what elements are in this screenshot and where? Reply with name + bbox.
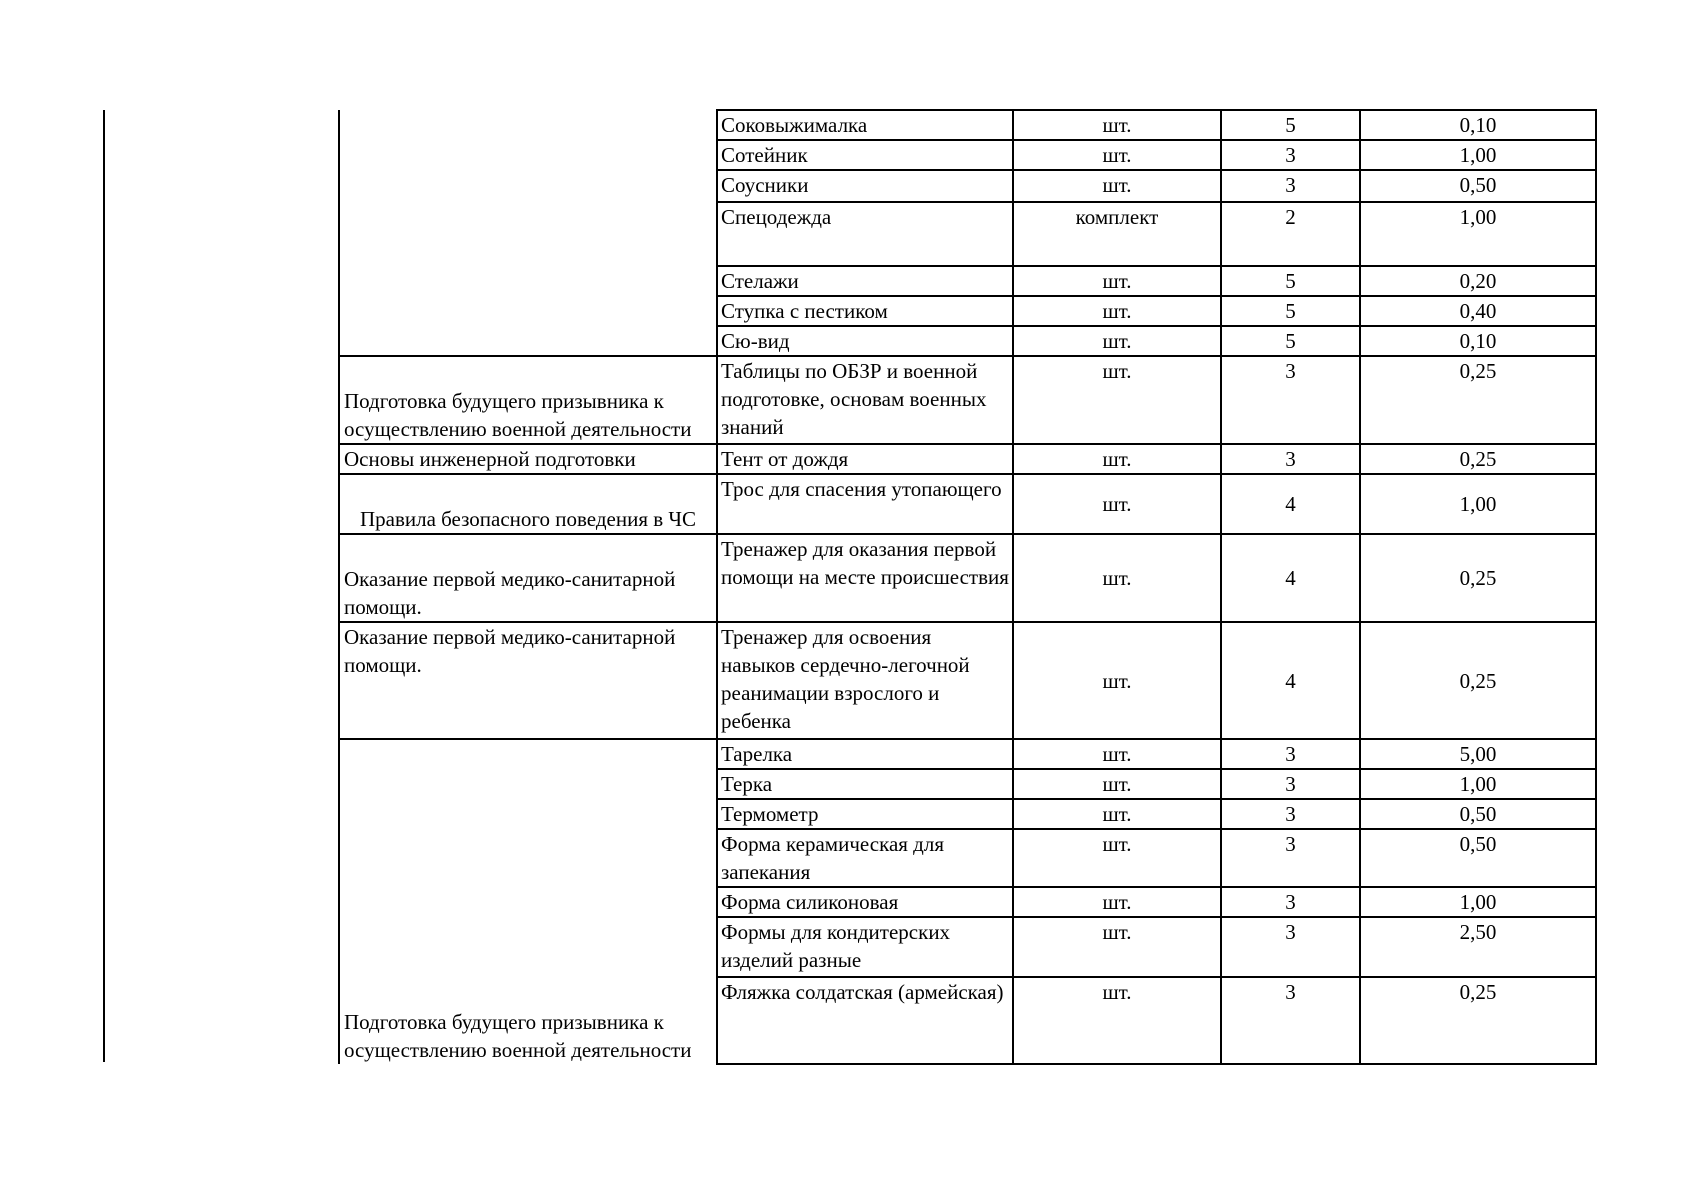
table-row <box>339 474 1596 534</box>
item-value: 0,50 <box>1360 829 1596 887</box>
item-name: Форма силиконовая <box>717 887 1013 917</box>
item-value: 0,25 <box>1360 534 1596 622</box>
item-value: 0,20 <box>1360 266 1596 296</box>
table-row <box>339 110 1596 140</box>
table-row <box>339 622 1596 739</box>
item-unit: шт. <box>1013 799 1221 829</box>
item-name: Соусники <box>717 170 1013 202</box>
item-qty: 4 <box>1221 534 1360 622</box>
table-row <box>339 534 1596 622</box>
section-cell: Правила безопасного поведения в ЧС <box>339 474 717 534</box>
item-name: Формы для кондитерских изделий разные <box>717 917 1013 977</box>
item-name: Таблицы по ОБЗР и военной подготовке, основам военных знаний <box>717 356 1013 444</box>
item-qty: 3 <box>1221 917 1360 977</box>
item-qty: 4 <box>1221 622 1360 739</box>
item-unit: шт. <box>1013 622 1221 739</box>
section-cell <box>339 110 717 356</box>
item-name: Ступка с пестиком <box>717 296 1013 326</box>
item-qty: 3 <box>1221 977 1360 1064</box>
section-cell: Подготовка будущего призывника к осуществлению военной деятельности <box>339 739 717 1064</box>
section-cell: Оказание первой медико-санитарной помощи. <box>339 534 717 622</box>
item-name: Соковыжималка <box>717 110 1013 140</box>
item-value: 0,40 <box>1360 296 1596 326</box>
item-name: Тент от дождя <box>717 444 1013 474</box>
table-row <box>339 444 1596 474</box>
item-value: 0,25 <box>1360 977 1596 1064</box>
item-value: 2,50 <box>1360 917 1596 977</box>
item-unit: шт. <box>1013 170 1221 202</box>
item-unit: шт. <box>1013 326 1221 356</box>
item-qty: 3 <box>1221 444 1360 474</box>
table-row <box>339 739 1596 769</box>
item-value: 0,25 <box>1360 622 1596 739</box>
item-unit: шт. <box>1013 296 1221 326</box>
item-unit: шт. <box>1013 739 1221 769</box>
item-unit: шт. <box>1013 266 1221 296</box>
item-qty: 5 <box>1221 326 1360 356</box>
item-name: Термометр <box>717 799 1013 829</box>
item-unit: комплект <box>1013 202 1221 266</box>
item-qty: 3 <box>1221 739 1360 769</box>
item-name: Фляжка солдатская (армейская) <box>717 977 1013 1064</box>
item-name: Форма керамическая для запекания <box>717 829 1013 887</box>
item-value: 0,25 <box>1360 444 1596 474</box>
item-value: 1,00 <box>1360 140 1596 170</box>
item-qty: 2 <box>1221 202 1360 266</box>
item-value: 1,00 <box>1360 202 1596 266</box>
item-unit: шт. <box>1013 887 1221 917</box>
item-qty: 3 <box>1221 769 1360 799</box>
item-qty: 3 <box>1221 170 1360 202</box>
item-name: Стелажи <box>717 266 1013 296</box>
item-name: Спецодежда <box>717 202 1013 266</box>
item-qty: 3 <box>1221 356 1360 444</box>
item-value: 0,10 <box>1360 326 1596 356</box>
item-name: Тарелка <box>717 739 1013 769</box>
item-name: Трос для спасения утопающего <box>717 474 1013 534</box>
item-name: Терка <box>717 769 1013 799</box>
item-qty: 5 <box>1221 266 1360 296</box>
item-unit: шт. <box>1013 444 1221 474</box>
item-qty: 3 <box>1221 887 1360 917</box>
item-qty: 3 <box>1221 829 1360 887</box>
item-value: 1,00 <box>1360 474 1596 534</box>
item-unit: шт. <box>1013 977 1221 1064</box>
item-unit: шт. <box>1013 140 1221 170</box>
item-name: Сотейник <box>717 140 1013 170</box>
item-name: Сю-вид <box>717 326 1013 356</box>
page-left-border <box>103 110 105 1062</box>
item-unit: шт. <box>1013 110 1221 140</box>
item-name: Тренажер для оказания первой помощи на месте происшествия <box>717 534 1013 622</box>
table-row <box>339 356 1596 444</box>
section-cell: Подготовка будущего призывника к осуществлению военной деятельности <box>339 356 717 444</box>
section-cell: Оказание первой медико-санитарной помощи. <box>339 622 717 739</box>
item-qty: 3 <box>1221 799 1360 829</box>
item-qty: 3 <box>1221 140 1360 170</box>
section-cell: Основы инженерной подготовки <box>339 444 717 474</box>
equipment-table <box>338 109 1597 1065</box>
item-value: 0,50 <box>1360 799 1596 829</box>
item-value: 0,25 <box>1360 356 1596 444</box>
item-name: Тренажер для освоения навыков сердечно-легочной реанимации взрослого и ребенка <box>717 622 1013 739</box>
item-value: 0,10 <box>1360 110 1596 140</box>
item-value: 0,50 <box>1360 170 1596 202</box>
item-unit: шт. <box>1013 356 1221 444</box>
item-unit: шт. <box>1013 917 1221 977</box>
item-value: 5,00 <box>1360 739 1596 769</box>
item-unit: шт. <box>1013 534 1221 622</box>
item-value: 1,00 <box>1360 887 1596 917</box>
item-qty: 5 <box>1221 110 1360 140</box>
item-unit: шт. <box>1013 474 1221 534</box>
item-qty: 5 <box>1221 296 1360 326</box>
item-qty: 4 <box>1221 474 1360 534</box>
item-unit: шт. <box>1013 769 1221 799</box>
item-unit: шт. <box>1013 829 1221 887</box>
item-value: 1,00 <box>1360 769 1596 799</box>
